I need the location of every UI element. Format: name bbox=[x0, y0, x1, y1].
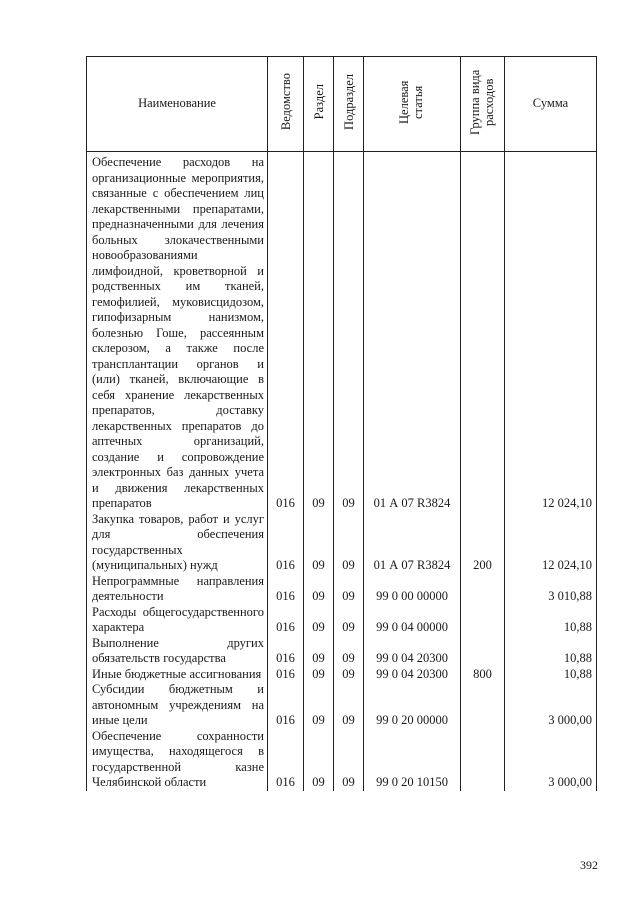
row-expense-group bbox=[461, 682, 505, 729]
row-section: 09 bbox=[304, 636, 334, 667]
row-expense-group bbox=[461, 152, 505, 512]
row-target-article: 99 0 20 10150 bbox=[364, 729, 461, 791]
row-department: 016 bbox=[268, 152, 304, 512]
row-section: 09 bbox=[304, 574, 334, 605]
row-expense-group: 800 bbox=[461, 667, 505, 683]
row-expense-group bbox=[461, 605, 505, 636]
row-name: Обеспечение сохранности имущества, находящегося в государственной казне Челябинской области bbox=[87, 729, 268, 791]
row-subsection: 09 bbox=[334, 512, 364, 574]
row-amount: 3 000,00 bbox=[505, 729, 597, 791]
row-section: 09 bbox=[304, 682, 334, 729]
row-target-article: 01 А 07 R3824 bbox=[364, 152, 461, 512]
row-amount: 10,88 bbox=[505, 605, 597, 636]
row-name: Обеспечение расходов на организационные мероприятия, связанные с обеспечением лиц лекарственными препаратами, предназначенными для лечения больных злокачественными новообразованиями лимфоидной, кроветворной и родственных им тканей, гемофилией, муковисцидозом, гипофизарным нанизмом, болезнью Гоше, рассеянным склерозом, а также после трансплантации органов и (или) тканей, включающие в себя хранение лекарственных препаратов, доставку лекарственных препаратов до аптечных организаций, создание и сопровождение электронных баз данных учета и движения лекарственных препаратов bbox=[87, 152, 268, 512]
row-amount: 12 024,10 bbox=[505, 512, 597, 574]
header-name bbox=[87, 57, 268, 152]
row-target-article: 99 0 20 00000 bbox=[364, 682, 461, 729]
row-amount: 3 000,00 bbox=[505, 682, 597, 729]
table-row bbox=[87, 667, 597, 683]
header-expense-group-label: Группа вида расходов bbox=[467, 69, 496, 135]
row-department: 016 bbox=[268, 636, 304, 667]
row-department: 016 bbox=[268, 729, 304, 791]
row-subsection: 09 bbox=[334, 667, 364, 683]
row-target-article: 99 0 00 00000 bbox=[364, 574, 461, 605]
row-subsection: 09 bbox=[334, 574, 364, 605]
row-section: 09 bbox=[304, 667, 334, 683]
row-expense-group bbox=[461, 729, 505, 791]
header-amount bbox=[505, 57, 597, 152]
row-department: 016 bbox=[268, 667, 304, 683]
row-amount: 10,88 bbox=[505, 667, 597, 683]
table-row bbox=[87, 682, 597, 729]
table-row bbox=[87, 152, 597, 512]
header-department-label: Ведомство bbox=[278, 73, 293, 131]
header-amount-label: Сумма bbox=[532, 96, 569, 111]
row-section: 09 bbox=[304, 729, 334, 791]
row-target-article: 99 0 04 00000 bbox=[364, 605, 461, 636]
row-name: Субсидии бюджетным и автономным учреждениям на иные цели bbox=[87, 682, 268, 729]
row-section: 09 bbox=[304, 512, 334, 574]
row-subsection: 09 bbox=[334, 682, 364, 729]
row-subsection: 09 bbox=[334, 636, 364, 667]
row-department: 016 bbox=[268, 574, 304, 605]
row-name: Расходы общегосударственного характера bbox=[87, 605, 268, 636]
row-name: Выполнение других обязательств государства bbox=[87, 636, 268, 667]
row-subsection: 09 bbox=[334, 605, 364, 636]
row-department: 016 bbox=[268, 512, 304, 574]
row-name: Непрограммные направления деятельности bbox=[87, 574, 268, 605]
header-target-article bbox=[364, 57, 461, 152]
row-amount: 3 010,88 bbox=[505, 574, 597, 605]
budget-table bbox=[86, 56, 597, 791]
row-expense-group bbox=[461, 636, 505, 667]
row-section: 09 bbox=[304, 605, 334, 636]
header-target-article-label: Целевая статья bbox=[397, 80, 425, 124]
row-name: Закупка товаров, работ и услуг для обеспечения государственных (муниципальных) нужд bbox=[87, 512, 268, 574]
header-name-label: Наименование bbox=[138, 96, 216, 111]
table-row bbox=[87, 636, 597, 667]
row-target-article: 99 0 04 20300 bbox=[364, 667, 461, 683]
row-amount: 10,88 bbox=[505, 636, 597, 667]
header-expense-group bbox=[461, 57, 505, 152]
row-amount: 12 024,10 bbox=[505, 152, 597, 512]
row-expense-group: 200 bbox=[461, 512, 505, 574]
row-section: 09 bbox=[304, 152, 334, 512]
row-department: 016 bbox=[268, 682, 304, 729]
row-expense-group bbox=[461, 574, 505, 605]
table-header-row bbox=[87, 57, 597, 152]
header-department bbox=[268, 57, 304, 152]
page-number: 392 bbox=[580, 858, 598, 872]
table-body bbox=[87, 152, 597, 791]
header-subsection bbox=[334, 57, 364, 152]
table-row bbox=[87, 605, 597, 636]
header-section-label: Раздел bbox=[311, 84, 326, 120]
row-name: Иные бюджетные ассигнования bbox=[87, 667, 268, 683]
row-subsection: 09 bbox=[334, 729, 364, 791]
table-row bbox=[87, 574, 597, 605]
row-subsection: 09 bbox=[334, 152, 364, 512]
row-target-article: 01 А 07 R3824 bbox=[364, 512, 461, 574]
header-section bbox=[304, 57, 334, 152]
table-row bbox=[87, 512, 597, 574]
header-subsection-label: Подраздел bbox=[341, 73, 356, 130]
table-row bbox=[87, 729, 597, 791]
row-department: 016 bbox=[268, 605, 304, 636]
row-target-article: 99 0 04 20300 bbox=[364, 636, 461, 667]
